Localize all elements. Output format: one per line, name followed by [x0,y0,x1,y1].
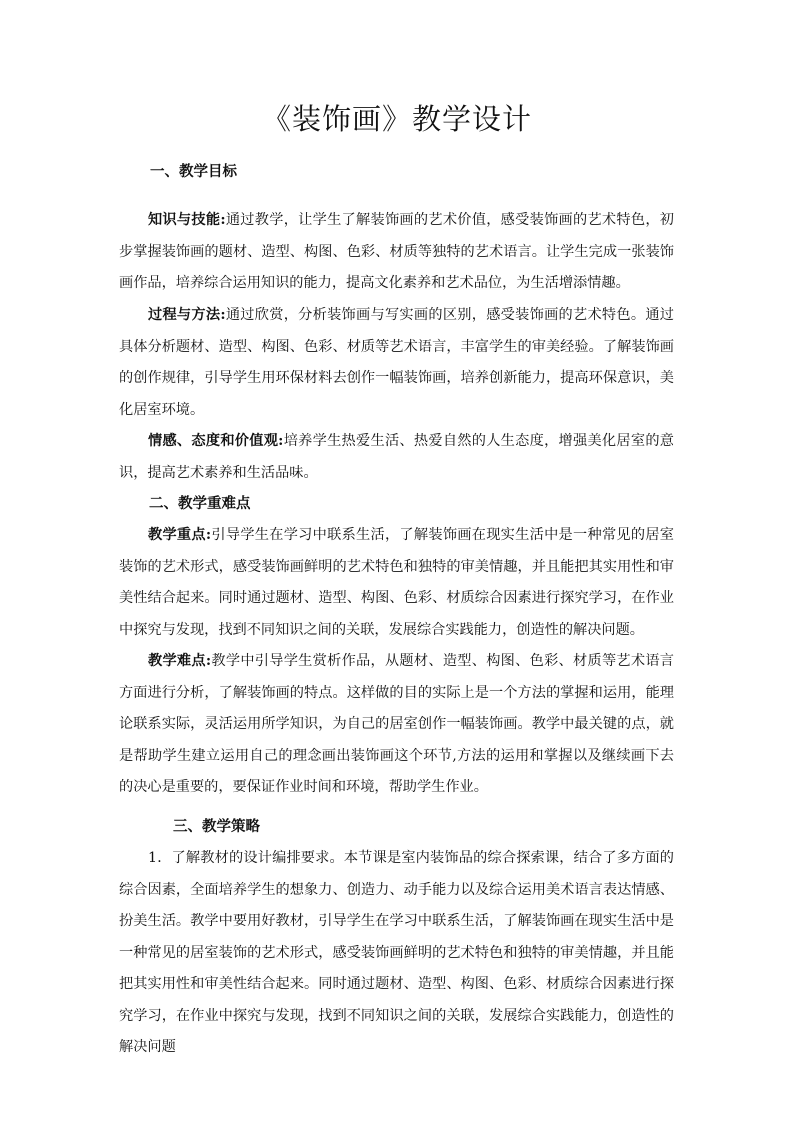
paragraph-process-methods [119,300,674,426]
section-heading-strategy: 三、教学策略 [173,818,260,835]
paragraph-lead: 情感、态度和价值观: [148,433,284,449]
paragraph-text: 教学中引导学生赏析作品，从题材、造型、构图、色彩、材质等艺术语言方面进行分析，了解装饰画的特点。这样做的目的实际上是一个方法的掌握和运用，能理论联系实际，灵活运用所学知识，为自己的居室创作一幅装饰画。教学中最关键的点，就是帮助学生建立运用自己的理念画出装饰画这个环节,方法的运用和掌握以及继续画下去的决心是重要的，要保证作业时间和环境，帮助学生作业。 [119,653,674,795]
paragraph-strategy-item-1 [119,843,674,1064]
paragraph-teaching-focus [119,520,674,646]
paragraph-teaching-difficulty [119,646,674,804]
document-title: 《装饰画》教学设计 [261,102,532,136]
paragraph-lead: 知识与技能: [148,212,226,228]
paragraph-text: 引导学生在学习中联系生活，了解装饰画在现实生活中是一种常见的居室装饰的艺术形式，感受装饰画鲜明的艺术特色和独特的审美情趣，并且能把其实用性和审美性结合起来。同时通过题材、造型、构图、色彩、材质综合因素进行探究学习，在作业中探究与发现，找到不同知识之间的关联，发展综合实践能力，创造性的解决问题。 [119,527,674,638]
paragraph-text: 通过教学，让学生了解装饰画的艺术价值，感受装饰画的艺术特色，初步掌握装饰画的题材、造型、构图、色彩、材质等独特的艺术语言。让学生完成一张装饰画作品，培养综合运用知识的能力，提高文化素养和艺术品位，为生活增添情趣。 [119,212,674,291]
paragraph-text: 通过欣赏，分析装饰画与写实画的区别，感受装饰画的艺术特色。通过具体分析题材、造型、构图、色彩、材质等艺术语言，丰富学生的审美经验。了解装饰画的创作规律，引导学生用环保材料去创作一幅装饰画，培养创新能力，提高环保意识，美化居室环境。 [119,307,674,418]
paragraph-text: 培养学生热爱生活、热爱自然的人生态度，增强美化居室的意识，提高艺术素养和生活品味。 [119,433,674,481]
paragraph-lead: 教学重点: [148,527,212,543]
section-heading-objectives: 一、教学目标 [150,163,237,180]
paragraph-emotion-values [119,426,674,489]
paragraph-lead: 教学难点: [148,653,212,669]
section-heading-key-points: 二、教学重难点 [149,495,251,512]
paragraph-lead: 过程与方法: [148,307,226,323]
paragraph-knowledge-skills [119,205,674,300]
paragraph-text: 1．了解教材的设计编排要求。本节课是室内装饰品的综合探索课，结合了多方面的综合因素，全面培养学生的想象力、创造力、动手能力以及综合运用美术语言表达情感、扮美生活。教学中要用好教材，引导学生在学习中联系生活，了解装饰画在现实生活中是一种常见的居室装饰的艺术形式，感受装饰画鲜明的艺术特色和独特的审美情趣，并且能把其实用性和审美性结合起来。同时通过题材、造型、构图、色彩、材质综合因素进行探究学习，在作业中探究与发现，找到不同知识之间的关联，发展综合实践能力，创造性的解决问题 [119,850,674,1055]
